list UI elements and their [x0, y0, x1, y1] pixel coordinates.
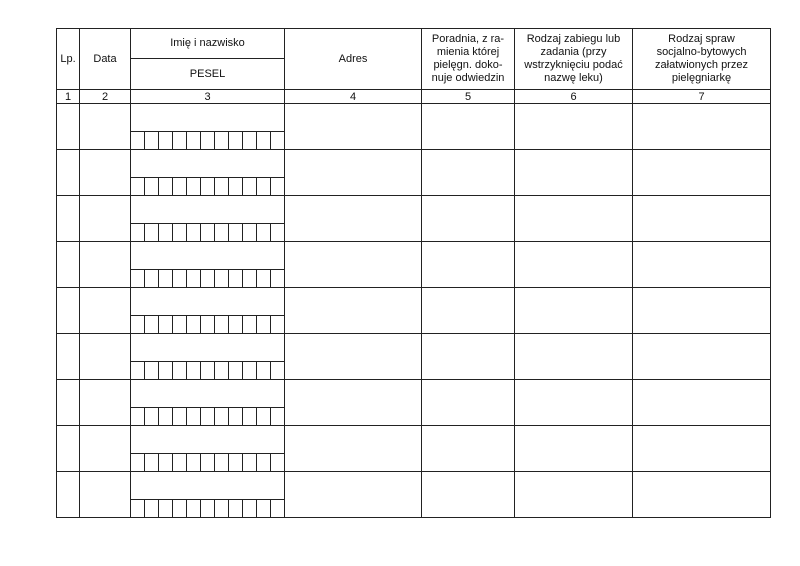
pesel-digit-box[interactable] [229, 224, 243, 241]
pesel-digit-box[interactable] [243, 408, 257, 425]
pesel-digit-box[interactable] [187, 362, 201, 379]
cell-name-pesel[interactable] [131, 472, 285, 518]
pesel-digit-box[interactable] [271, 454, 284, 471]
pesel-digit-box[interactable] [201, 132, 215, 149]
pesel-digit-box[interactable] [131, 178, 145, 195]
cell-social-matters[interactable] [633, 104, 771, 150]
cell-name-pesel[interactable] [131, 426, 285, 472]
pesel-digit-box[interactable] [145, 178, 159, 195]
pesel-digit-box[interactable] [243, 178, 257, 195]
cell-procedure[interactable] [515, 380, 633, 426]
column-number: 5 [422, 90, 515, 104]
pesel-digit-box[interactable] [229, 316, 243, 333]
table-row [57, 472, 771, 518]
pesel-digit-box[interactable] [201, 454, 215, 471]
pesel-digit-box[interactable] [257, 408, 271, 425]
column-number: 1 [57, 90, 80, 104]
cell-social-matters[interactable] [633, 380, 771, 426]
cell-name-pesel[interactable] [131, 150, 285, 196]
pesel-digit-box[interactable] [173, 132, 187, 149]
pesel-digit-box[interactable] [187, 132, 201, 149]
pesel-digit-box[interactable] [131, 500, 145, 517]
cell-clinic[interactable] [422, 426, 515, 472]
pesel-digit-box[interactable] [159, 454, 173, 471]
cell-date[interactable] [80, 472, 131, 518]
cell-procedure[interactable] [515, 242, 633, 288]
pesel-digit-box[interactable] [173, 454, 187, 471]
header-adres: Adres [285, 29, 422, 90]
cell-name-pesel[interactable] [131, 242, 285, 288]
pesel-digit-box[interactable] [229, 270, 243, 287]
table-row [57, 288, 771, 334]
cell-social-matters[interactable] [633, 288, 771, 334]
pesel-digit-box[interactable] [215, 178, 229, 195]
cell-clinic[interactable] [422, 196, 515, 242]
cell-name-pesel[interactable] [131, 196, 285, 242]
pesel-digit-box[interactable] [173, 178, 187, 195]
header-poradnia-line: nuje odwiedzin [431, 72, 505, 84]
pesel-digit-box[interactable] [131, 270, 145, 287]
pesel-digit-box[interactable] [131, 408, 145, 425]
table-row [57, 196, 771, 242]
cell-date[interactable] [80, 196, 131, 242]
header-zabieg-line: zadania (przy [540, 46, 607, 58]
pesel-digit-box[interactable] [271, 316, 284, 333]
pesel-field[interactable] [131, 499, 284, 517]
pesel-digit-box[interactable] [145, 500, 159, 517]
pesel-digit-box[interactable] [173, 316, 187, 333]
name-field[interactable] [131, 426, 284, 453]
column-number: 4 [285, 90, 422, 104]
header-sprawy-line: pielęgniarkę [671, 72, 732, 84]
pesel-digit-box[interactable] [243, 316, 257, 333]
pesel-digit-box[interactable] [215, 454, 229, 471]
column-number: 6 [515, 90, 633, 104]
pesel-digit-box[interactable] [257, 178, 271, 195]
cell-name-pesel[interactable] [131, 380, 285, 426]
pesel-digit-box[interactable] [159, 500, 173, 517]
table-row [57, 150, 771, 196]
pesel-digit-box[interactable] [145, 270, 159, 287]
cell-name-pesel[interactable] [131, 104, 285, 150]
cell-lp[interactable] [57, 472, 80, 518]
cell-address[interactable] [285, 196, 422, 242]
cell-lp[interactable] [57, 150, 80, 196]
header-zabieg-line: Rodzaj zabiegu lub [526, 33, 621, 45]
pesel-digit-box[interactable] [243, 362, 257, 379]
pesel-digit-box[interactable] [257, 224, 271, 241]
pesel-digit-box[interactable] [215, 408, 229, 425]
pesel-digit-box[interactable] [131, 454, 145, 471]
pesel-digit-box[interactable] [271, 224, 284, 241]
pesel-digit-box[interactable] [257, 132, 271, 149]
visit-register-table [56, 28, 771, 518]
pesel-digit-box[interactable] [243, 270, 257, 287]
name-field[interactable] [131, 380, 284, 407]
pesel-digit-box[interactable] [271, 132, 284, 149]
pesel-digit-box[interactable] [159, 408, 173, 425]
column-number: 3 [131, 90, 285, 104]
cell-date[interactable] [80, 426, 131, 472]
pesel-digit-box[interactable] [131, 316, 145, 333]
pesel-digit-box[interactable] [187, 500, 201, 517]
pesel-digit-box[interactable] [215, 362, 229, 379]
pesel-field[interactable] [131, 407, 284, 425]
cell-address[interactable] [285, 150, 422, 196]
pesel-digit-box[interactable] [243, 224, 257, 241]
cell-date[interactable] [80, 334, 131, 380]
header-sprawy [633, 29, 771, 90]
cell-procedure[interactable] [515, 104, 633, 150]
header-poradnia [422, 29, 515, 90]
header-zabieg [515, 29, 633, 90]
pesel-digit-box[interactable] [173, 362, 187, 379]
pesel-digit-box[interactable] [243, 500, 257, 517]
pesel-digit-box[interactable] [257, 454, 271, 471]
pesel-digit-box[interactable] [243, 132, 257, 149]
cell-date[interactable] [80, 150, 131, 196]
pesel-digit-box[interactable] [173, 224, 187, 241]
pesel-digit-box[interactable] [187, 408, 201, 425]
pesel-field[interactable] [131, 131, 284, 149]
name-field[interactable] [131, 472, 284, 499]
cell-social-matters[interactable] [633, 472, 771, 518]
pesel-digit-box[interactable] [159, 270, 173, 287]
pesel-digit-box[interactable] [187, 454, 201, 471]
cell-lp[interactable] [57, 426, 80, 472]
pesel-digit-box[interactable] [145, 316, 159, 333]
cell-procedure[interactable] [515, 334, 633, 380]
name-field[interactable] [131, 196, 284, 223]
table-row [57, 104, 771, 150]
pesel-digit-box[interactable] [215, 224, 229, 241]
cell-clinic[interactable] [422, 380, 515, 426]
pesel-field[interactable] [131, 361, 284, 379]
pesel-digit-box[interactable] [271, 270, 284, 287]
cell-social-matters[interactable] [633, 334, 771, 380]
header-data: Data [80, 29, 131, 90]
pesel-field[interactable] [131, 269, 284, 287]
cell-clinic[interactable] [422, 472, 515, 518]
cell-procedure[interactable] [515, 426, 633, 472]
cell-clinic[interactable] [422, 242, 515, 288]
cell-procedure[interactable] [515, 150, 633, 196]
pesel-digit-box[interactable] [215, 316, 229, 333]
pesel-digit-box[interactable] [257, 270, 271, 287]
pesel-digit-box[interactable] [257, 362, 271, 379]
pesel-digit-box[interactable] [271, 408, 284, 425]
cell-procedure[interactable] [515, 288, 633, 334]
cell-social-matters[interactable] [633, 150, 771, 196]
pesel-digit-box[interactable] [201, 224, 215, 241]
cell-lp[interactable] [57, 104, 80, 150]
pesel-digit-box[interactable] [229, 408, 243, 425]
pesel-digit-box[interactable] [229, 500, 243, 517]
pesel-digit-box[interactable] [229, 132, 243, 149]
pesel-digit-box[interactable] [215, 270, 229, 287]
pesel-digit-box[interactable] [215, 500, 229, 517]
pesel-digit-box[interactable] [271, 500, 284, 517]
pesel-field[interactable] [131, 177, 284, 195]
cell-address[interactable] [285, 472, 422, 518]
cell-date[interactable] [80, 104, 131, 150]
pesel-digit-box[interactable] [201, 270, 215, 287]
pesel-digit-box[interactable] [159, 316, 173, 333]
cell-lp[interactable] [57, 288, 80, 334]
cell-lp[interactable] [57, 334, 80, 380]
cell-name-pesel[interactable] [131, 288, 285, 334]
pesel-digit-box[interactable] [131, 224, 145, 241]
header-pesel: PESEL [131, 59, 285, 90]
cell-clinic[interactable] [422, 334, 515, 380]
cell-procedure[interactable] [515, 472, 633, 518]
pesel-digit-box[interactable] [271, 178, 284, 195]
pesel-digit-box[interactable] [131, 362, 145, 379]
cell-lp[interactable] [57, 196, 80, 242]
pesel-digit-box[interactable] [131, 132, 145, 149]
pesel-digit-box[interactable] [173, 270, 187, 287]
pesel-field[interactable] [131, 223, 284, 241]
pesel-digit-box[interactable] [243, 454, 257, 471]
cell-name-pesel[interactable] [131, 334, 285, 380]
pesel-digit-box[interactable] [215, 132, 229, 149]
pesel-digit-box[interactable] [229, 178, 243, 195]
pesel-digit-box[interactable] [145, 454, 159, 471]
cell-clinic[interactable] [422, 288, 515, 334]
pesel-digit-box[interactable] [173, 500, 187, 517]
name-field[interactable] [131, 104, 284, 131]
pesel-digit-box[interactable] [145, 132, 159, 149]
pesel-digit-box[interactable] [187, 270, 201, 287]
header-sprawy-line: socjalno-bytowych [656, 46, 747, 58]
cell-address[interactable] [285, 242, 422, 288]
pesel-digit-box[interactable] [187, 178, 201, 195]
pesel-digit-box[interactable] [159, 132, 173, 149]
pesel-digit-box[interactable] [145, 224, 159, 241]
cell-address[interactable] [285, 334, 422, 380]
table-row [57, 242, 771, 288]
cell-date[interactable] [80, 288, 131, 334]
pesel-digit-box[interactable] [159, 178, 173, 195]
cell-lp[interactable] [57, 380, 80, 426]
pesel-digit-box[interactable] [201, 178, 215, 195]
cell-address[interactable] [285, 288, 422, 334]
header-zabieg-line: nazwę leku) [544, 72, 603, 84]
header-sprawy-line: załatwionych przez [655, 59, 748, 71]
pesel-digit-box[interactable] [159, 224, 173, 241]
cell-social-matters[interactable] [633, 196, 771, 242]
pesel-digit-box[interactable] [201, 500, 215, 517]
cell-social-matters[interactable] [633, 426, 771, 472]
pesel-digit-box[interactable] [173, 408, 187, 425]
header-poradnia-line: Poradnia, z ra- [431, 33, 505, 45]
pesel-field[interactable] [131, 453, 284, 471]
pesel-digit-box[interactable] [187, 316, 201, 333]
pesel-digit-box[interactable] [229, 454, 243, 471]
pesel-digit-box[interactable] [145, 408, 159, 425]
cell-address[interactable] [285, 380, 422, 426]
column-number: 2 [80, 90, 131, 104]
table-row [57, 334, 771, 380]
header-sprawy-line: Rodzaj spraw [668, 33, 735, 45]
cell-procedure[interactable] [515, 196, 633, 242]
table-row [57, 380, 771, 426]
cell-social-matters[interactable] [633, 242, 771, 288]
pesel-digit-box[interactable] [201, 316, 215, 333]
header-zabieg-line: wstrzyknięciu podać [524, 59, 623, 71]
cell-date[interactable] [80, 380, 131, 426]
header-lp: Lp. [57, 29, 80, 90]
cell-address[interactable] [285, 426, 422, 472]
name-field[interactable] [131, 334, 284, 361]
header-poradnia-line: pielęgn. doko- [433, 59, 503, 71]
pesel-digit-box[interactable] [159, 362, 173, 379]
cell-address[interactable] [285, 104, 422, 150]
pesel-digit-box[interactable] [145, 362, 159, 379]
pesel-digit-box[interactable] [187, 224, 201, 241]
name-field[interactable] [131, 150, 284, 177]
pesel-digit-box[interactable] [257, 316, 271, 333]
pesel-digit-box[interactable] [229, 362, 243, 379]
header-name: Imię i nazwisko [131, 29, 285, 59]
cell-lp[interactable] [57, 242, 80, 288]
pesel-digit-box[interactable] [201, 362, 215, 379]
table-row [57, 426, 771, 472]
cell-date[interactable] [80, 242, 131, 288]
pesel-digit-box[interactable] [257, 500, 271, 517]
pesel-digit-box[interactable] [271, 362, 284, 379]
name-field[interactable] [131, 242, 284, 269]
pesel-digit-box[interactable] [201, 408, 215, 425]
cell-clinic[interactable] [422, 104, 515, 150]
pesel-field[interactable] [131, 315, 284, 333]
column-number: 7 [633, 90, 771, 104]
cell-clinic[interactable] [422, 150, 515, 196]
header-poradnia-line: mienia której [436, 46, 500, 58]
name-field[interactable] [131, 288, 284, 315]
